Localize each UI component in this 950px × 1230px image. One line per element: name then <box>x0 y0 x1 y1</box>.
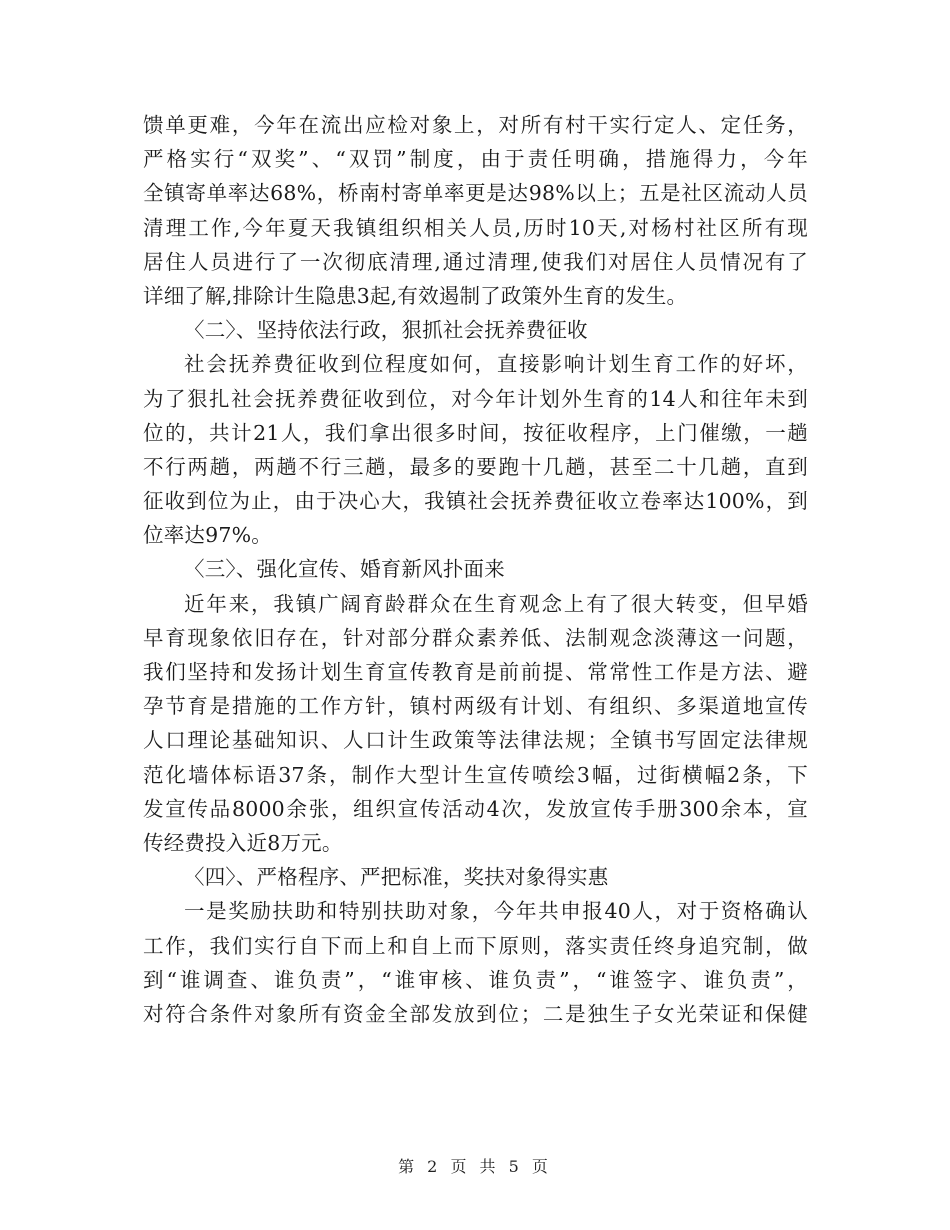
text-line: 为了狠扎社会抚养费征收到位，对今年计划外生育的14人和往年未到 <box>143 386 808 411</box>
text-line: 范化墙体标语37条，制作大型计生宣传喷绘3幅，过街横幅2条，下 <box>143 762 808 787</box>
text-line: 详细了解,排除计生隐患3起,有效遏制了政策外生育的发生。 <box>143 283 688 308</box>
text-line: 严格实行“双奖”、“双罚”制度，由于责任明确，措施得力，今年 <box>143 147 808 172</box>
text-line: 发宣传品8000余张，组织宣传活动4次，发放宣传手册300余本，宣 <box>143 796 808 821</box>
document-body <box>143 108 808 1031</box>
text-line: 征收到位为止，由于决心大，我镇社会抚养费征收立卷率达100%，到 <box>143 489 808 514</box>
text-line: 对符合条件对象所有资金全部发放到位；二是独生子女光荣证和保健 <box>143 1001 808 1026</box>
section-heading: 〈三〉、强化宣传、婚育新风扑面来 <box>184 557 505 582</box>
text-line: 到“谁调查、谁负责”，“谁审核、谁负责”，“谁签字、谁负责”， <box>143 967 808 992</box>
text-line: 位的，共计21人，我们拿出很多时间，按征收程序，上门催缴，一趟 <box>143 420 808 445</box>
text-line: 传经费投入近8万元。 <box>143 830 343 855</box>
text-line: 居住人员进行了一次彻底清理,通过清理,使我们对居住人员情况有了 <box>143 249 808 274</box>
text-line: 一是奖励扶助和特别扶助对象，今年共申报40人，对于资格确认 <box>184 899 808 924</box>
text-line: 全镇寄单率达68%，桥南村寄单率更是达98%以上；五是社区流动人员 <box>143 181 808 206</box>
text-line: 社会抚养费征收到位程度如何，直接影响计划生育工作的好坏， <box>184 352 808 377</box>
section-heading: 〈四〉、严格程序、严把标准，奖扶对象得实惠 <box>184 865 609 890</box>
text-line: 不行两趟，两趟不行三趟，最多的要跑十几趟，甚至二十几趟，直到 <box>143 454 808 479</box>
text-line: 孕节育是措施的工作方针，镇村两级有计划、有组织、多渠道地宣传 <box>143 694 808 719</box>
section-heading: 〈二〉、坚持依法行政，狠抓社会抚养费征收 <box>184 318 588 343</box>
text-line: 人口理论基础知识、人口计生政策等法律法规；全镇书写固定法律规 <box>143 728 808 753</box>
text-line: 清理工作,今年夏天我镇组织相关人员,历时10天,对杨村社区所有现 <box>143 215 808 240</box>
text-line: 我们坚持和发扬计划生育宣传教育是前前提、常常性工作是方法、避 <box>143 660 808 684</box>
text-line: 工作，我们实行自下而上和自上而下原则，落实责任终身追究制，做 <box>143 933 808 958</box>
text-line: 馈单更难，今年在流出应检对象上，对所有村干实行定人、定任务， <box>143 113 808 137</box>
text-line: 早育现象依旧存在，针对部分群众素养低、法制观念淡薄这一问题， <box>143 625 808 650</box>
text-line: 位率达97%。 <box>143 523 272 548</box>
text-line: 近年来，我镇广阔育龄群众在生育观念上有了很大转变，但早婚 <box>184 591 808 616</box>
page-footer: 第 2 页 共 5 页 <box>398 1157 552 1176</box>
